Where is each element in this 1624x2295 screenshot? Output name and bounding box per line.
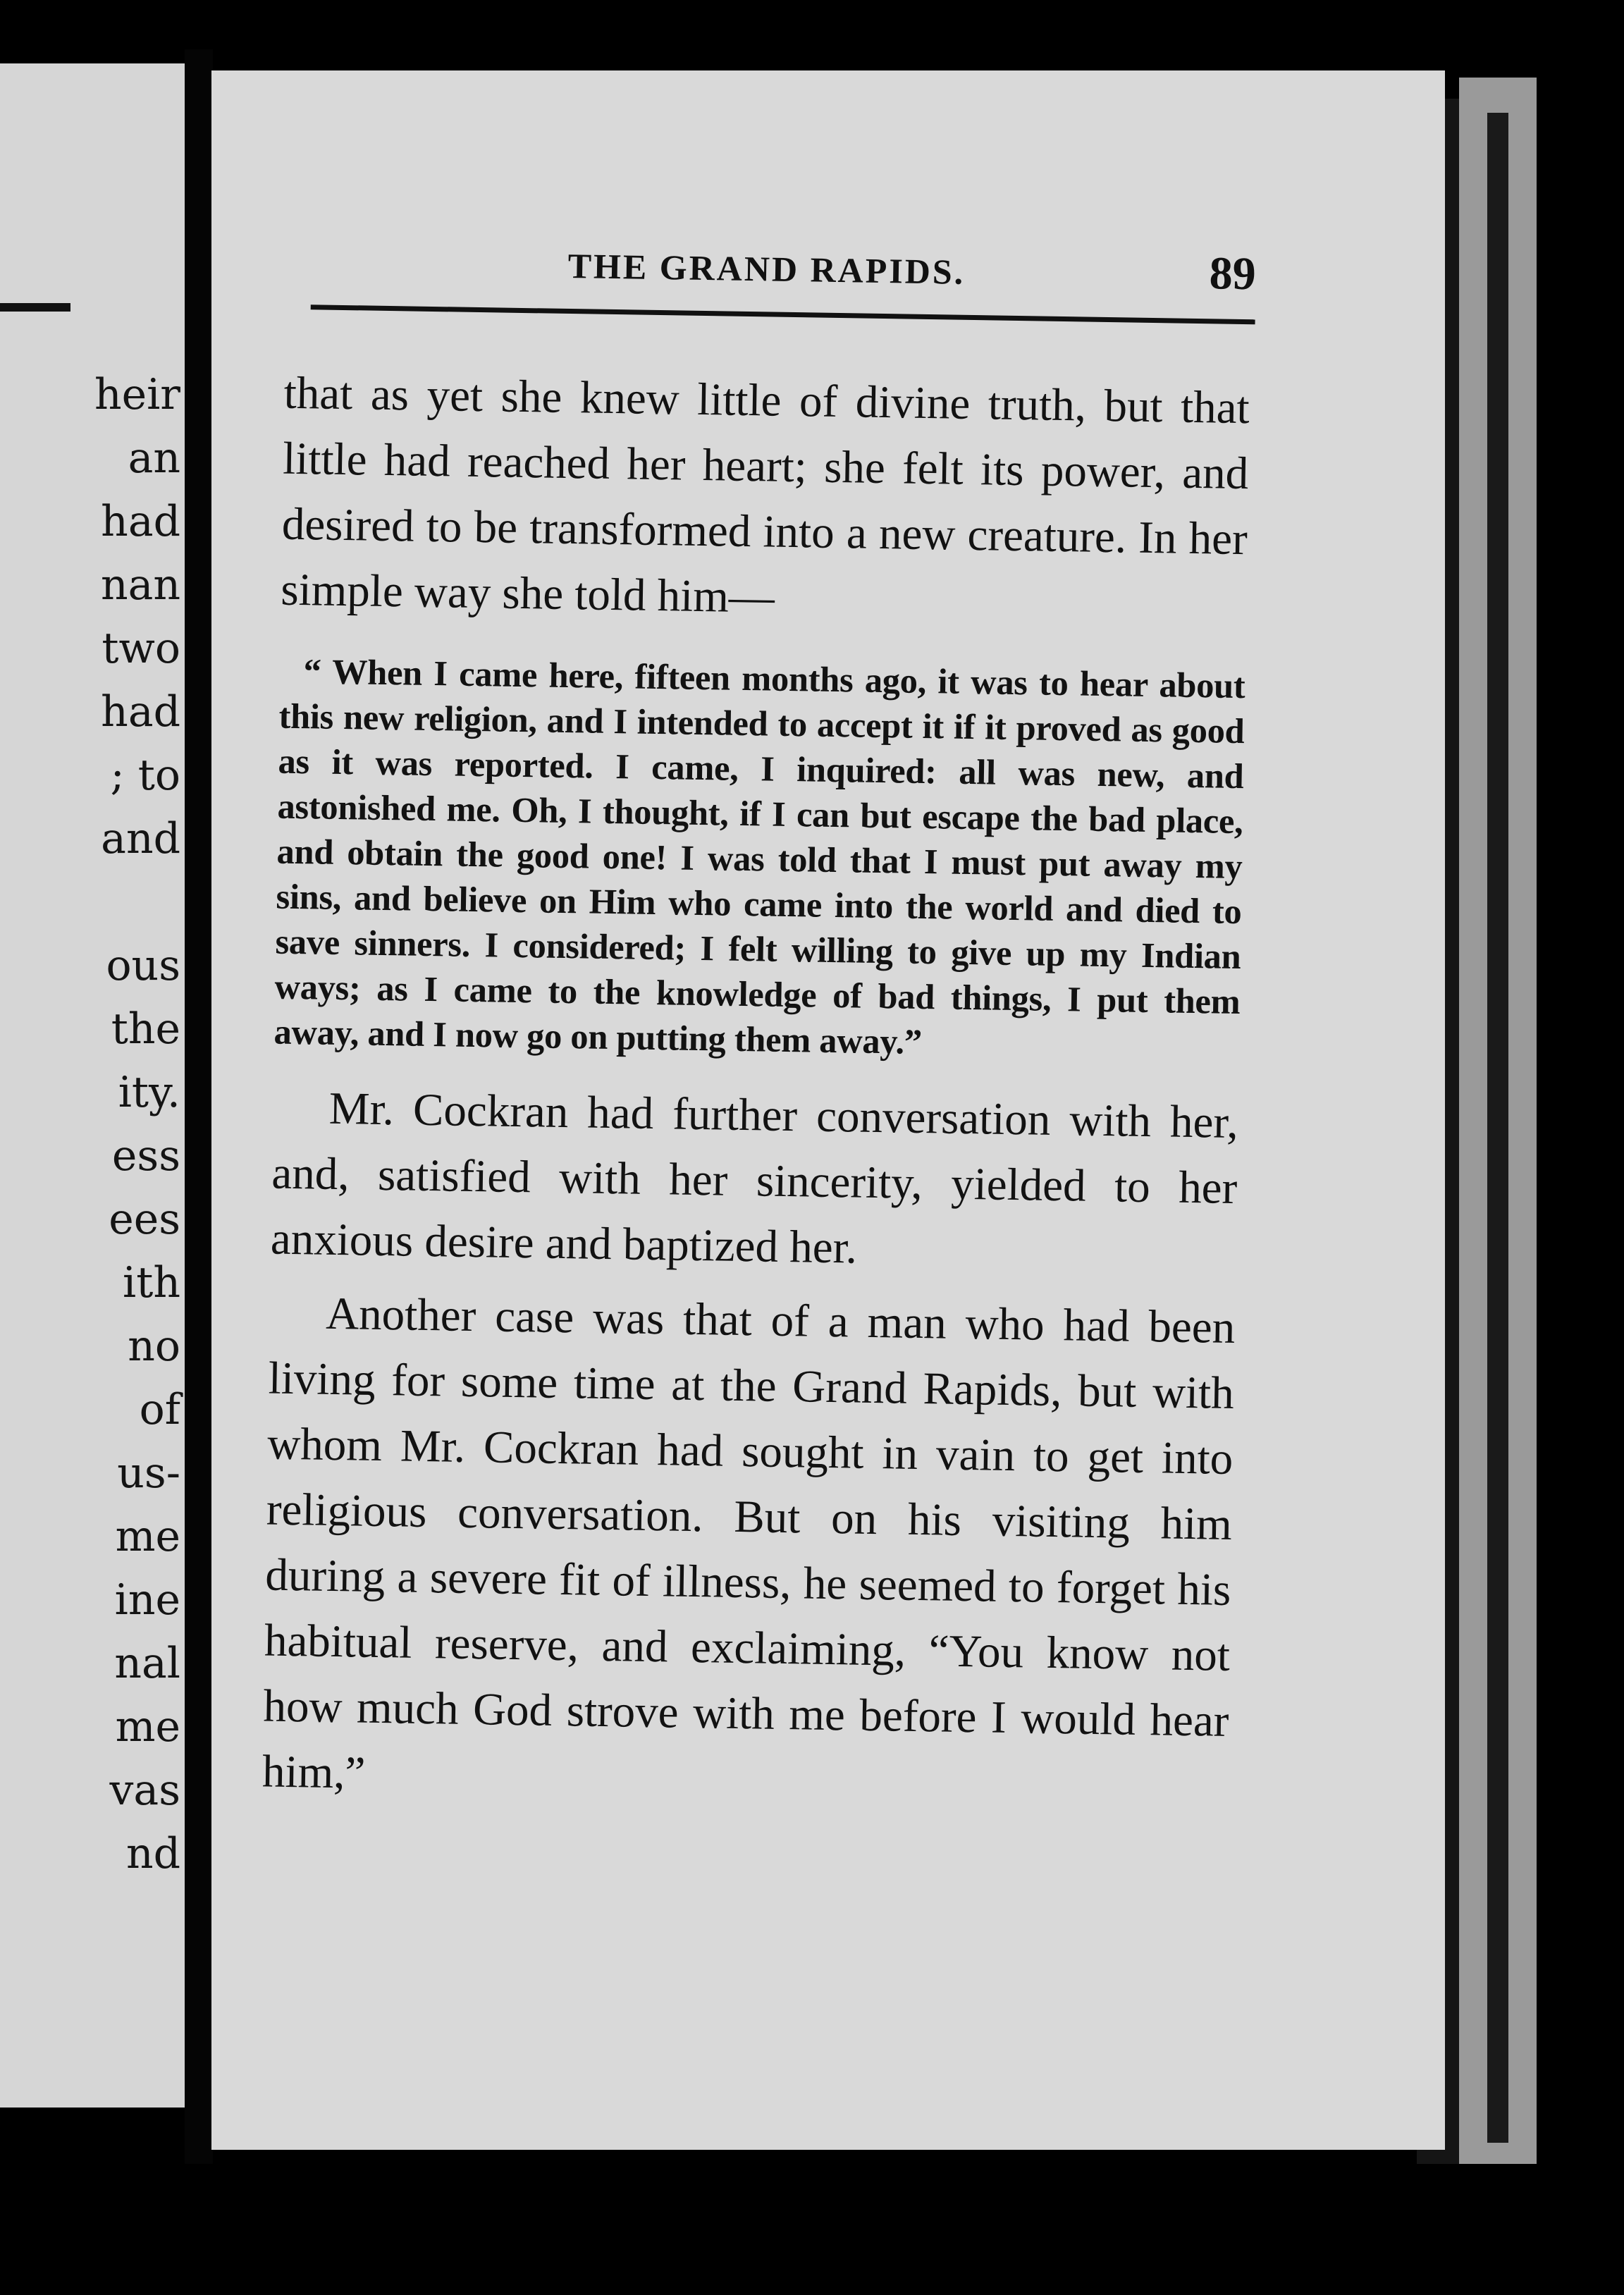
left-fragment: of — [139, 1385, 180, 1434]
left-fragment: two — [102, 624, 180, 673]
body-text — [262, 361, 1250, 1820]
left-fragment: us- — [117, 1448, 180, 1498]
left-fragment: ine — [114, 1575, 180, 1625]
previous-page-edge — [0, 63, 185, 2108]
left-fragment: ous — [106, 941, 180, 990]
page-content — [211, 70, 1445, 2150]
page-number: 89 — [1209, 247, 1257, 300]
left-fragment: ity. — [118, 1068, 180, 1117]
left-fragment: nan — [100, 560, 180, 610]
left-fragment: had — [101, 687, 180, 737]
left-fragment: and — [101, 814, 180, 863]
book-page — [211, 70, 1445, 2150]
previous-page-rule — [0, 303, 70, 312]
left-fragment: had — [101, 497, 180, 546]
running-head: THE GRAND RAPIDS. — [567, 245, 966, 292]
block-quote: “ When I came here, fifteen months ago, it was to hear about this new religion, and I intended to accept it if it proved as good as it was reported. I came, I inquired: all was new, and astonished me. Oh, I thought, if I can but escape the bad place, and obtain the good one! I was told that I must put away my sins, and believe on Him who came into the world and died to save sinners. I considered; I felt willing to give up my Indian ways; as I came to the knowledge of bad things, I put them away, and I now go on putting them away.” — [273, 651, 1245, 1062]
left-fragment: ith — [123, 1258, 180, 1308]
left-fragment: vas — [109, 1766, 180, 1815]
left-fragment: ees — [109, 1195, 180, 1244]
book-gutter — [185, 49, 213, 2164]
left-fragment: ess — [111, 1131, 180, 1181]
left-fragment: the — [111, 1004, 180, 1054]
left-fragment: me — [115, 1702, 180, 1752]
paragraph: that as yet she knew little of divine truth, but that little had reached her heart; she felt its power, and desired to be transformed into a new creature. In her simple way she told him— — [280, 367, 1250, 623]
left-fragment: ; to — [110, 751, 180, 800]
paragraph: Mr. Cockran had further conversation with her, and, satisfied with her sincerity, yielded to her anxious desire and baptized her. — [270, 1083, 1239, 1274]
paragraph: Another case was that of a man who had been living for some time at the Grand Rapids, but with whom Mr. Cockran had sought in vain to get into religious conversation. But on his visiting him during a severe fit of illness, he seemed to forget his habitual reserve, and exclaiming, “You know not how much God strove with me before I would hear him,” — [262, 1288, 1236, 1799]
left-fragment: nal — [114, 1639, 180, 1688]
left-fragment: nd — [125, 1829, 180, 1878]
left-fragment: me — [115, 1512, 180, 1561]
left-fragment: no — [128, 1322, 180, 1371]
left-fragment: an — [128, 433, 180, 483]
left-fragment: heir — [94, 370, 180, 419]
cover-edge — [1487, 113, 1508, 2143]
header-rule — [311, 304, 1255, 324]
